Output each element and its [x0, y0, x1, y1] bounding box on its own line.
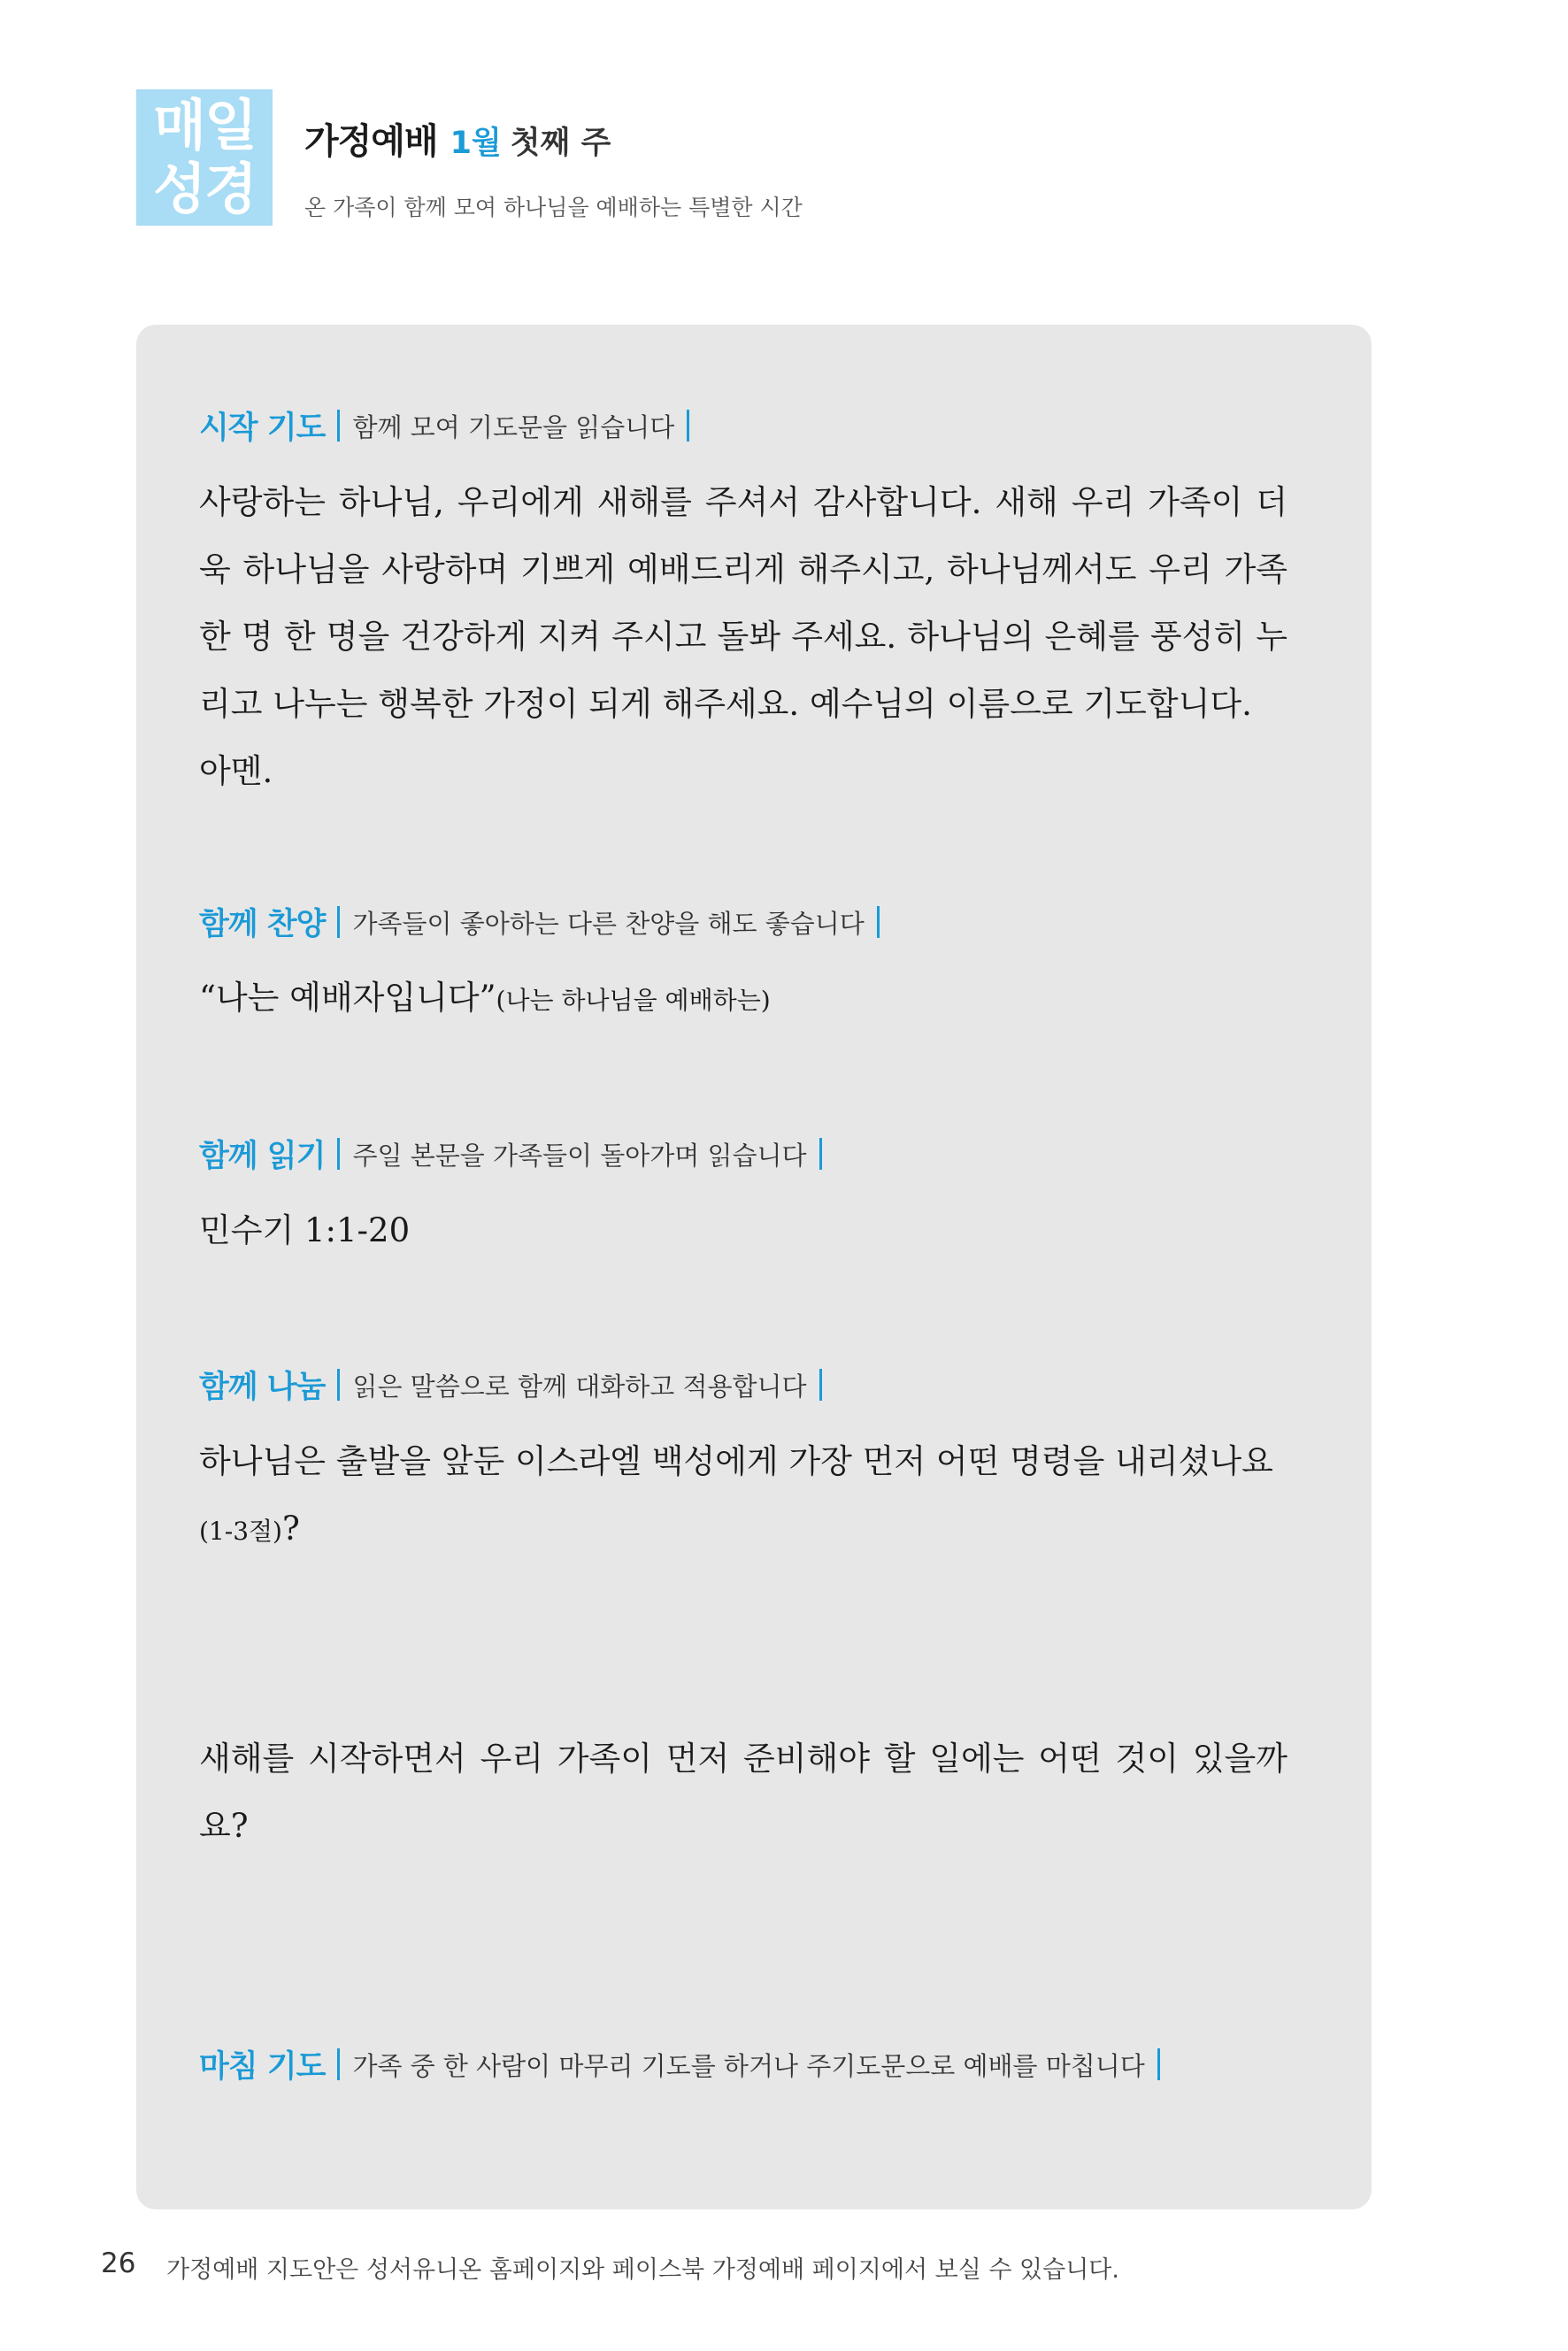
- song-title: “나는 예배자입니다”: [199, 979, 496, 1017]
- question-ref: (1-3절): [199, 1517, 282, 1546]
- question-end: ?: [282, 1510, 300, 1548]
- section-desc: 가족들이 좋아하는 다른 찬양을 해도 좋습니다: [352, 908, 865, 939]
- section-desc: 함께 모여 기도문을 읽습니다: [352, 411, 675, 442]
- divider: [337, 1369, 340, 1401]
- section-desc: 주일 본문을 가족들이 돌아가며 읽습니다: [352, 1140, 807, 1171]
- prayer-amen: 아멘.: [199, 752, 273, 790]
- divider: [337, 1138, 340, 1170]
- closing-prayer-heading: [199, 2042, 1172, 2086]
- song-subtitle: (나는 하나님을 예배하는): [496, 986, 771, 1015]
- section-desc: 가족 중 한 사람이 마무리 기도를 하거나 주기도문으로 예배를 마칩니다: [352, 2050, 1145, 2081]
- section-label: 함께 나눔: [199, 1370, 326, 1405]
- sharing-heading: [199, 1363, 834, 1407]
- logo-line1: 매일: [153, 93, 256, 158]
- divider: [877, 906, 880, 938]
- section-label: 함께 읽기: [199, 1139, 326, 1174]
- opening-prayer-heading: [199, 403, 702, 448]
- page-subtitle: 온 가족이 함께 모여 하나님을 예배하는 특별한 시간: [304, 195, 803, 220]
- logo-line2: 성경: [153, 157, 256, 221]
- opening-prayer-text: [199, 469, 1287, 805]
- prayer-body: 사랑하는 하나님, 우리에게 새해를 주셔서 감사합니다. 새해 우리 가족이 더욱 하나님을 사랑하며 기쁘게 예배드리게 해주시고, 하나님께서도 우리 가족 한 명 한 명을 건강하게 지켜 주시고 돌봐 주세요. 하나님의 은혜를 풍성히 누리고 나누는 행복한 가정이 되게 해주세요. 예수님의 이름으로 기도합니다.: [199, 483, 1287, 723]
- daily-bible-logo: [136, 89, 273, 226]
- praise-heading: [199, 900, 892, 944]
- praise-song: [199, 964, 1287, 1034]
- sharing-question-2: 새해를 시작하면서 우리 가족이 먼저 준비해야 할 일에는 어떤 것이 있을까요?: [199, 1740, 1287, 1845]
- divider: [337, 410, 340, 442]
- question-text: 하나님은 출발을 앞둔 이스라엘 백성에게 가장 먼저 어떤 명령을 내리셨나요: [199, 1442, 1273, 1480]
- section-desc: 읽은 말씀으로 함께 대화하고 적용합니다: [352, 1371, 807, 1402]
- title-week: 첫째 주: [510, 126, 611, 161]
- title-month: 1월: [450, 126, 502, 161]
- divider: [819, 1138, 822, 1170]
- page-title: [304, 113, 611, 166]
- sharing-question-1: [199, 1428, 1287, 1565]
- page-number: 26: [101, 2247, 136, 2279]
- footer-note: 가정예배 지도안은 성서유니온 홈페이지와 페이스북 가정예배 페이지에서 보실 수 있습니다.: [166, 2256, 1119, 2284]
- reading-passage: 민수기 1:1-20: [199, 1211, 411, 1249]
- section-label: 함께 찬양: [199, 907, 326, 942]
- section-label: 시작 기도: [199, 411, 326, 446]
- divider: [687, 410, 689, 442]
- divider: [1157, 2048, 1160, 2080]
- reading-heading: [199, 1132, 834, 1176]
- divider: [819, 1369, 822, 1401]
- section-label: 마침 기도: [199, 2049, 326, 2085]
- title-main: 가정예배: [304, 121, 438, 162]
- divider: [337, 906, 340, 938]
- divider: [337, 2048, 340, 2080]
